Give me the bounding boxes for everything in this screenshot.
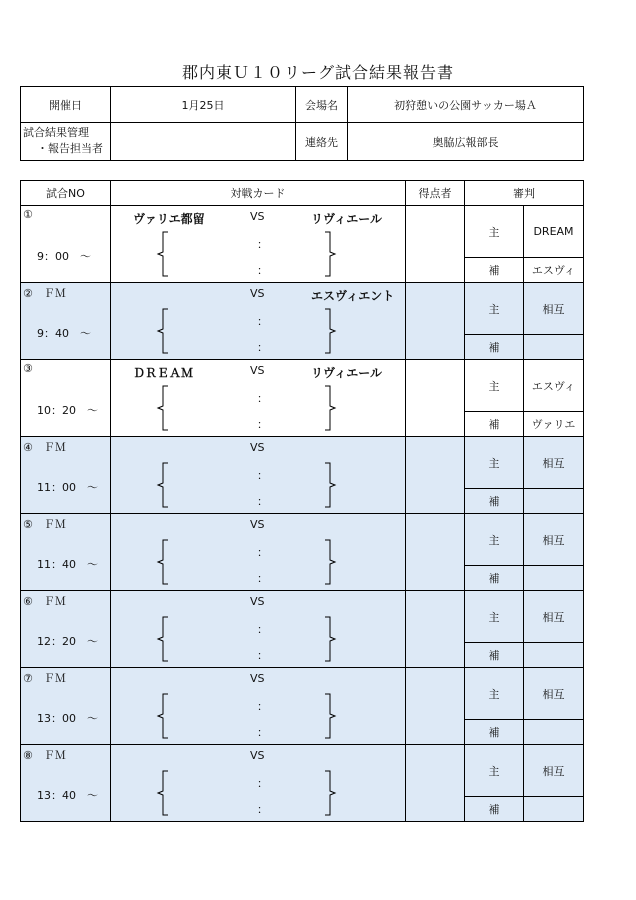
score-colon-second-half: ： [257,341,268,354]
match-no-cell [21,668,111,745]
assist-ref-label: 補 [465,335,524,360]
assist-ref-label: 補 [465,412,524,437]
match-card-cell [111,514,406,591]
assist-ref-value [524,335,584,360]
main-ref-label: 主 [465,360,524,412]
match-no-cell [21,745,111,822]
match-number: ④ ＦＭ [23,441,66,454]
match-time: 9：40 ～ [37,327,91,340]
manager-label-line1: 試合結果管理 [23,126,89,139]
assist-ref-label: 補 [465,643,524,668]
manager-label-line2: ・報告担当者 [37,142,103,155]
assist-ref-value [524,489,584,514]
date-value: 1月25日 [111,87,296,123]
header-match-no: 試合NO [21,181,111,206]
right-brace-icon [325,692,375,740]
scorer-cell [406,360,465,437]
vs-label: VS [250,441,265,454]
main-ref-label: 主 [465,514,524,566]
match-no-cell [21,206,111,283]
scorer-cell [406,437,465,514]
main-ref-value: 相互 [524,514,584,566]
right-brace-icon [325,307,375,355]
vs-label: VS [250,749,265,762]
home-team: ヴァリエ都留 [133,212,205,226]
score-colon-first-half: ： [257,469,268,482]
scorer-cell [406,206,465,283]
assist-ref-label: 補 [465,720,524,745]
match-no-cell [21,591,111,668]
score-colon-second-half: ： [257,264,268,277]
right-brace-icon [325,615,375,663]
away-team: リヴィエール [311,366,383,380]
left-brace-icon [143,692,193,740]
date-label: 開催日 [21,87,111,123]
away-team: リヴィエール [311,212,383,226]
header-scorer: 得点者 [406,181,465,206]
match-card-cell [111,360,406,437]
vs-label: VS [250,364,265,377]
match-card-cell [111,745,406,822]
assist-ref-value: エスヴィ [524,258,584,283]
score-colon-second-half: ： [257,649,268,662]
match-number: ⑥ ＦＭ [23,595,66,608]
assist-ref-label: 補 [465,258,524,283]
match-table [20,180,584,822]
vs-label: VS [250,595,265,608]
match-number: ① [23,208,33,221]
scorer-cell [406,745,465,822]
match-no-cell [21,437,111,514]
match-time: 13：40 ～ [37,789,98,802]
main-ref-value: 相互 [524,591,584,643]
assist-ref-value [524,566,584,591]
left-brace-icon [143,538,193,586]
main-ref-label: 主 [465,437,524,489]
main-ref-value: DREAM [524,206,584,258]
score-colon-second-half: ： [257,803,268,816]
match-number: ⑦ ＦＭ [23,672,66,685]
score-colon-first-half: ： [257,238,268,251]
left-brace-icon [143,769,193,817]
match-time: 11：00 ～ [37,481,98,494]
vs-label: VS [250,672,265,685]
assist-ref-label: 補 [465,797,524,822]
match-time: 10：20 ～ [37,404,98,417]
vs-label: VS [250,287,265,300]
scorer-cell [406,668,465,745]
right-brace-icon [325,461,375,509]
match-number: ② ＦＭ [23,287,66,300]
assist-ref-label: 補 [465,566,524,591]
contact-value: 奥脇広報部長 [348,123,584,161]
score-colon-second-half: ： [257,495,268,508]
header-card: 対戦カード [111,181,406,206]
main-ref-label: 主 [465,745,524,797]
match-card-cell [111,437,406,514]
header-referee: 審判 [465,181,584,206]
left-brace-icon [143,461,193,509]
assist-ref-label: 補 [465,489,524,514]
score-colon-first-half: ： [257,777,268,790]
venue-label: 会場名 [296,87,348,123]
score-colon-second-half: ： [257,418,268,431]
match-number: ⑧ ＦＭ [23,749,66,762]
match-card-cell [111,668,406,745]
vs-label: VS [250,518,265,531]
assist-ref-value: ヴァリエ [524,412,584,437]
main-ref-value: 相互 [524,745,584,797]
right-brace-icon [325,230,375,278]
score-colon-first-half: ： [257,700,268,713]
match-no-cell [21,514,111,591]
main-ref-label: 主 [465,283,524,335]
main-ref-label: 主 [465,591,524,643]
match-time: 13：00 ～ [37,712,98,725]
match-no-cell [21,283,111,360]
away-team: エスヴィエント [311,289,395,303]
assist-ref-value [524,643,584,668]
score-colon-first-half: ： [257,315,268,328]
venue-value: 初狩憩いの公園サッカー場Ａ [348,87,584,123]
report-title: 郡内東Ｕ１０リーグ試合結果報告書 [181,63,454,82]
right-brace-icon [325,538,375,586]
score-colon-first-half: ： [257,392,268,405]
left-brace-icon [143,307,193,355]
score-colon-first-half: ： [257,623,268,636]
assist-ref-value [524,797,584,822]
left-brace-icon [143,615,193,663]
match-time: 12：20 ～ [37,635,98,648]
main-ref-label: 主 [465,206,524,258]
score-colon-first-half: ： [257,546,268,559]
main-ref-value: 相互 [524,437,584,489]
vs-label: VS [250,210,265,223]
manager-value [111,123,296,161]
match-card-cell [111,206,406,283]
contact-label: 連絡先 [296,123,348,161]
main-ref-label: 主 [465,668,524,720]
left-brace-icon [143,230,193,278]
header-table [20,86,584,161]
assist-ref-value [524,720,584,745]
match-card-cell [111,591,406,668]
left-brace-icon [143,384,193,432]
scorer-cell [406,283,465,360]
match-card-cell [111,283,406,360]
scorer-cell [406,591,465,668]
main-ref-value: 相互 [524,668,584,720]
score-colon-second-half: ： [257,726,268,739]
scorer-cell [406,514,465,591]
manager-label [21,123,111,161]
main-ref-value: 相互 [524,283,584,335]
match-number: ⑤ ＦＭ [23,518,66,531]
match-no-cell [21,360,111,437]
right-brace-icon [325,384,375,432]
match-number: ③ [23,362,33,375]
home-team: ＤＲＥＡＭ [133,366,194,380]
match-time: 11：40 ～ [37,558,98,571]
match-time: 9：00 ～ [37,250,91,263]
right-brace-icon [325,769,375,817]
main-ref-value: エスヴィ [524,360,584,412]
score-colon-second-half: ： [257,572,268,585]
